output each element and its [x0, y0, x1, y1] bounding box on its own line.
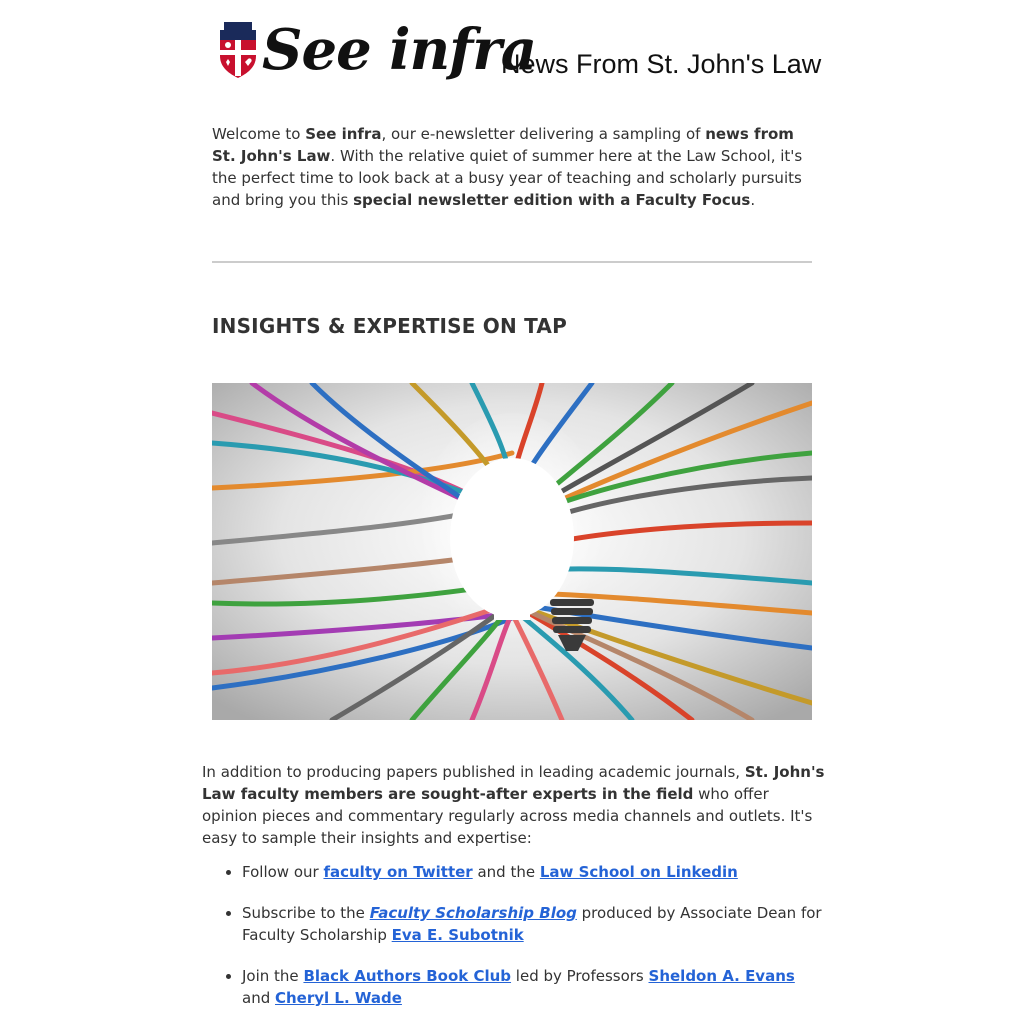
list-text: Follow our	[242, 863, 324, 881]
section-divider	[212, 261, 812, 263]
body-paragraph	[202, 761, 826, 849]
brand-title: See infra	[262, 17, 537, 83]
list-text: and the	[472, 863, 540, 881]
faculty-twitter-link[interactable]: faculty on Twitter	[323, 863, 473, 881]
intro-bold-2: news from St. John's Law	[212, 125, 794, 165]
intro-text-2: , our e-newsletter delivering a sampling of	[381, 125, 706, 143]
lightbulb-ropes-image	[212, 383, 812, 720]
list-text: Join the	[242, 967, 304, 985]
intro-bold-3: special newsletter edition with a Faculty Focus	[353, 191, 751, 209]
cheryl-wade-link[interactable]: Cheryl L. Wade	[275, 989, 402, 1007]
list-text: led by Professors	[511, 967, 649, 985]
list-item	[242, 861, 826, 883]
body-bold-1: St. John's Law faculty members are sought-after experts in the field	[202, 763, 825, 803]
intro-bold-1: See infra	[305, 125, 382, 143]
shield-logo-icon	[218, 22, 258, 78]
newsletter-header	[218, 17, 822, 92]
law-school-linkedin-link[interactable]: Law School on Linkedin	[539, 863, 738, 881]
list-item	[242, 965, 826, 1009]
body-text-2: who offer opinion pieces and commentary regularly across media channels and outlets. It's easy to sample their insights and expertise:	[202, 785, 813, 847]
list-text: produced by Associate Dean for Faculty Scholarship	[242, 904, 822, 944]
brand-tagline: News From St. John's Law	[501, 49, 822, 79]
body-text-1: In addition to producing papers published in leading academic journals,	[202, 763, 745, 781]
intro-paragraph	[212, 123, 814, 211]
section-title: INSIGHTS & EXPERTISE ON TAP	[212, 314, 567, 338]
list-item	[242, 902, 826, 946]
intro-text-1: Welcome to	[212, 125, 306, 143]
black-authors-book-club-link[interactable]: Black Authors Book Club	[303, 967, 512, 985]
intro-text-3: . With the relative quiet of summer here at the Law School, it's the perfect time to look back at a busy year of teaching and scholarly pursuits and bring you this	[212, 147, 803, 209]
intro-text-4: .	[750, 191, 756, 209]
list-text: and	[242, 989, 275, 1007]
eva-subotnik-link[interactable]: Eva E. Subotnik	[391, 926, 524, 944]
sheldon-evans-link[interactable]: Sheldon A. Evans	[648, 967, 795, 985]
faculty-scholarship-blog-link[interactable]: Faculty Scholarship Blog	[369, 904, 577, 922]
links-list	[202, 861, 826, 1028]
list-text: Subscribe to the	[242, 904, 370, 922]
